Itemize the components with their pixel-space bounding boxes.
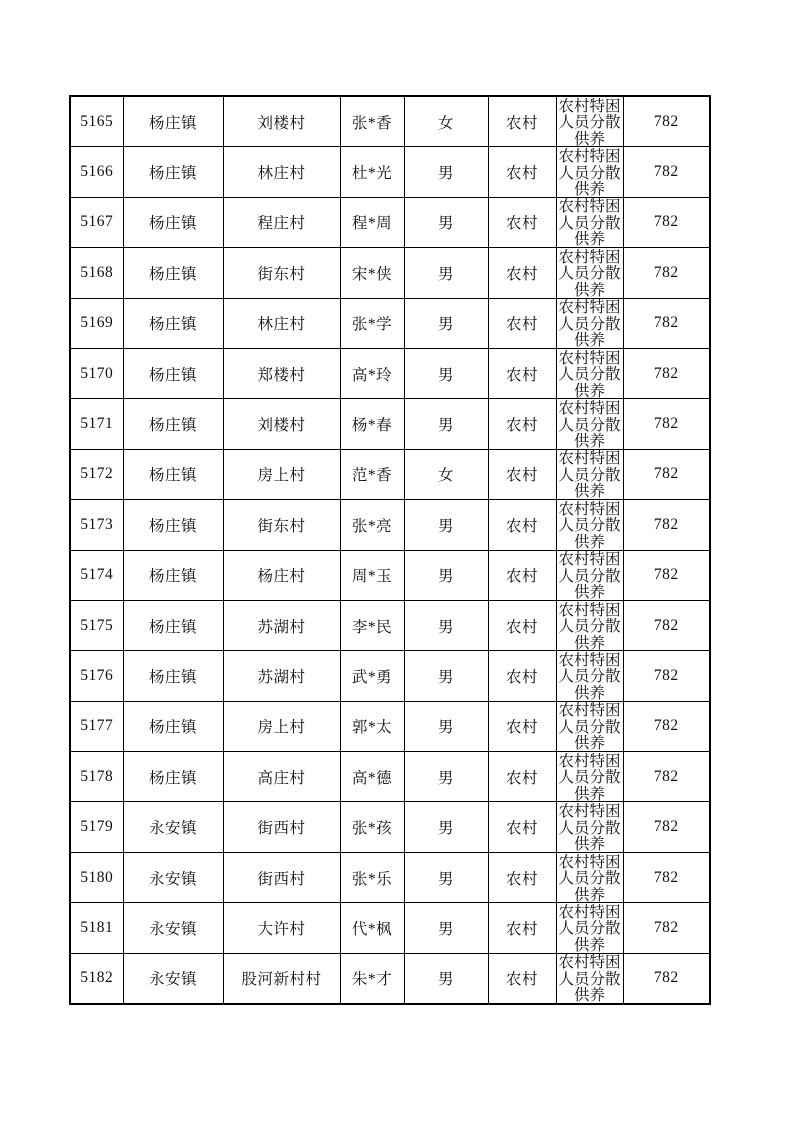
cell-person-name: 郭*太 (340, 701, 404, 751)
cell-gender: 男 (404, 752, 488, 802)
cell-amount: 782 (623, 550, 710, 600)
cell-person-name: 朱*才 (340, 953, 404, 1004)
cell-residence-type: 农村 (488, 701, 556, 751)
cell-village: 街西村 (223, 802, 340, 852)
cell-village: 大许村 (223, 903, 340, 953)
cell-town: 永安镇 (123, 953, 223, 1004)
cell-village: 街东村 (223, 248, 340, 298)
table-row (70, 903, 710, 953)
cell-residence-type: 农村 (488, 953, 556, 1004)
assistance-category-text: 农村特困人员分散供养 (558, 198, 621, 247)
table-row (70, 500, 710, 550)
assistance-category-text: 农村特困人员分散供养 (558, 601, 621, 650)
cell-village: 街西村 (223, 852, 340, 902)
cell-residence-type: 农村 (488, 651, 556, 701)
cell-residence-type: 农村 (488, 96, 556, 147)
cell-amount: 782 (623, 802, 710, 852)
cell-gender: 男 (404, 348, 488, 398)
cell-person-name: 武*勇 (340, 651, 404, 701)
cell-town: 杨庄镇 (123, 248, 223, 298)
cell-town: 杨庄镇 (123, 348, 223, 398)
assistance-category-text: 农村特困人员分散供养 (558, 248, 621, 297)
cell-village: 林庄村 (223, 298, 340, 348)
cell-assistance-category (556, 348, 623, 398)
table-row (70, 953, 710, 1004)
cell-village: 郑楼村 (223, 348, 340, 398)
cell-amount: 782 (623, 903, 710, 953)
table-row (70, 651, 710, 701)
cell-residence-type: 农村 (488, 147, 556, 197)
cell-gender: 女 (404, 449, 488, 499)
cell-serial-number: 5172 (70, 449, 123, 499)
cell-assistance-category (556, 500, 623, 550)
cell-person-name: 张*乐 (340, 852, 404, 902)
cell-gender: 男 (404, 701, 488, 751)
cell-village: 刘楼村 (223, 96, 340, 147)
assistance-category-text: 农村特困人员分散供养 (558, 752, 621, 801)
cell-person-name: 杨*春 (340, 399, 404, 449)
cell-gender: 男 (404, 852, 488, 902)
cell-town: 永安镇 (123, 903, 223, 953)
cell-serial-number: 5168 (70, 248, 123, 298)
cell-gender: 男 (404, 500, 488, 550)
cell-amount: 782 (623, 600, 710, 650)
cell-assistance-category (556, 903, 623, 953)
cell-assistance-category (556, 449, 623, 499)
cell-person-name: 杜*光 (340, 147, 404, 197)
assistance-category-text: 农村特困人员分散供养 (558, 400, 621, 449)
cell-residence-type: 农村 (488, 903, 556, 953)
table-row (70, 852, 710, 902)
cell-gender: 女 (404, 96, 488, 147)
cell-person-name: 程*周 (340, 197, 404, 247)
cell-person-name: 张*香 (340, 96, 404, 147)
cell-serial-number: 5170 (70, 348, 123, 398)
cell-village: 股河新村村 (223, 953, 340, 1004)
cell-person-name: 代*枫 (340, 903, 404, 953)
cell-village: 苏湖村 (223, 600, 340, 650)
assistance-category-text: 农村特困人员分散供养 (558, 97, 621, 146)
cell-amount: 782 (623, 500, 710, 550)
cell-person-name: 李*民 (340, 600, 404, 650)
assistance-category-text: 农村特困人员分散供养 (558, 803, 621, 852)
cell-serial-number: 5179 (70, 802, 123, 852)
cell-town: 杨庄镇 (123, 96, 223, 147)
cell-residence-type: 农村 (488, 399, 556, 449)
cell-serial-number: 5167 (70, 197, 123, 247)
cell-residence-type: 农村 (488, 852, 556, 902)
cell-assistance-category (556, 852, 623, 902)
cell-assistance-category (556, 802, 623, 852)
cell-town: 杨庄镇 (123, 500, 223, 550)
assistance-roster-table (69, 95, 711, 1005)
cell-amount: 782 (623, 96, 710, 147)
assistance-category-text: 农村特困人员分散供养 (558, 853, 621, 902)
cell-amount: 782 (623, 298, 710, 348)
cell-village: 房上村 (223, 449, 340, 499)
cell-town: 杨庄镇 (123, 298, 223, 348)
cell-village: 高庄村 (223, 752, 340, 802)
cell-assistance-category (556, 96, 623, 147)
assistance-category-text: 农村特困人员分散供养 (558, 954, 621, 1003)
table-row (70, 298, 710, 348)
table-row (70, 550, 710, 600)
cell-amount: 782 (623, 953, 710, 1004)
cell-person-name: 高*玲 (340, 348, 404, 398)
cell-town: 杨庄镇 (123, 550, 223, 600)
cell-town: 杨庄镇 (123, 701, 223, 751)
cell-town: 杨庄镇 (123, 651, 223, 701)
table-row (70, 348, 710, 398)
cell-amount: 782 (623, 197, 710, 247)
assistance-category-text: 农村特困人员分散供养 (558, 551, 621, 600)
assistance-category-text: 农村特困人员分散供养 (558, 702, 621, 751)
cell-residence-type: 农村 (488, 802, 556, 852)
roster-body (70, 96, 710, 1004)
cell-residence-type: 农村 (488, 449, 556, 499)
cell-residence-type: 农村 (488, 298, 556, 348)
cell-gender: 男 (404, 550, 488, 600)
cell-town: 杨庄镇 (123, 197, 223, 247)
cell-assistance-category (556, 953, 623, 1004)
cell-amount: 782 (623, 651, 710, 701)
cell-town: 永安镇 (123, 802, 223, 852)
cell-serial-number: 5171 (70, 399, 123, 449)
cell-gender: 男 (404, 953, 488, 1004)
table-row (70, 147, 710, 197)
table-row (70, 600, 710, 650)
cell-residence-type: 农村 (488, 500, 556, 550)
cell-town: 杨庄镇 (123, 399, 223, 449)
cell-residence-type: 农村 (488, 197, 556, 247)
cell-town: 杨庄镇 (123, 147, 223, 197)
cell-amount: 782 (623, 449, 710, 499)
cell-town: 杨庄镇 (123, 600, 223, 650)
cell-person-name: 张*亮 (340, 500, 404, 550)
assistance-category-text: 农村特困人员分散供养 (558, 349, 621, 398)
cell-residence-type: 农村 (488, 348, 556, 398)
assistance-category-text: 农村特困人员分散供养 (558, 299, 621, 348)
cell-person-name: 周*玉 (340, 550, 404, 600)
cell-amount: 782 (623, 399, 710, 449)
cell-assistance-category (556, 600, 623, 650)
cell-residence-type: 农村 (488, 752, 556, 802)
assistance-category-text: 农村特困人员分散供养 (558, 651, 621, 700)
assistance-category-text: 农村特困人员分散供养 (558, 148, 621, 197)
cell-town: 杨庄镇 (123, 449, 223, 499)
cell-amount: 782 (623, 701, 710, 751)
cell-gender: 男 (404, 651, 488, 701)
table-row (70, 399, 710, 449)
cell-serial-number: 5175 (70, 600, 123, 650)
cell-assistance-category (556, 197, 623, 247)
cell-village: 刘楼村 (223, 399, 340, 449)
cell-serial-number: 5165 (70, 96, 123, 147)
cell-serial-number: 5176 (70, 651, 123, 701)
cell-serial-number: 5177 (70, 701, 123, 751)
table-row (70, 449, 710, 499)
cell-amount: 782 (623, 752, 710, 802)
table-row (70, 701, 710, 751)
cell-serial-number: 5166 (70, 147, 123, 197)
cell-town: 杨庄镇 (123, 752, 223, 802)
cell-amount: 782 (623, 248, 710, 298)
cell-assistance-category (556, 651, 623, 701)
cell-assistance-category (556, 399, 623, 449)
cell-person-name: 范*香 (340, 449, 404, 499)
cell-village: 林庄村 (223, 147, 340, 197)
cell-amount: 782 (623, 852, 710, 902)
table-row (70, 96, 710, 147)
table-row (70, 802, 710, 852)
cell-serial-number: 5181 (70, 903, 123, 953)
cell-gender: 男 (404, 600, 488, 650)
cell-gender: 男 (404, 298, 488, 348)
cell-assistance-category (556, 701, 623, 751)
cell-gender: 男 (404, 903, 488, 953)
cell-village: 程庄村 (223, 197, 340, 247)
cell-gender: 男 (404, 197, 488, 247)
assistance-category-text: 农村特困人员分散供养 (558, 500, 621, 549)
cell-person-name: 宋*侠 (340, 248, 404, 298)
cell-serial-number: 5178 (70, 752, 123, 802)
cell-person-name: 张*学 (340, 298, 404, 348)
cell-person-name: 张*孩 (340, 802, 404, 852)
cell-serial-number: 5173 (70, 500, 123, 550)
cell-serial-number: 5182 (70, 953, 123, 1004)
cell-gender: 男 (404, 399, 488, 449)
cell-serial-number: 5169 (70, 298, 123, 348)
cell-person-name: 高*德 (340, 752, 404, 802)
cell-assistance-category (556, 147, 623, 197)
cell-assistance-category (556, 550, 623, 600)
table-row (70, 248, 710, 298)
cell-gender: 男 (404, 147, 488, 197)
cell-gender: 男 (404, 802, 488, 852)
cell-assistance-category (556, 752, 623, 802)
cell-residence-type: 农村 (488, 248, 556, 298)
table-row (70, 752, 710, 802)
table-row (70, 197, 710, 247)
cell-amount: 782 (623, 348, 710, 398)
cell-residence-type: 农村 (488, 600, 556, 650)
cell-assistance-category (556, 248, 623, 298)
cell-assistance-category (556, 298, 623, 348)
cell-serial-number: 5174 (70, 550, 123, 600)
cell-gender: 男 (404, 248, 488, 298)
cell-village: 杨庄村 (223, 550, 340, 600)
cell-serial-number: 5180 (70, 852, 123, 902)
assistance-category-text: 农村特困人员分散供养 (558, 450, 621, 499)
cell-residence-type: 农村 (488, 550, 556, 600)
cell-village: 街东村 (223, 500, 340, 550)
assistance-category-text: 农村特困人员分散供养 (558, 903, 621, 952)
cell-village: 苏湖村 (223, 651, 340, 701)
cell-town: 永安镇 (123, 852, 223, 902)
cell-village: 房上村 (223, 701, 340, 751)
cell-amount: 782 (623, 147, 710, 197)
